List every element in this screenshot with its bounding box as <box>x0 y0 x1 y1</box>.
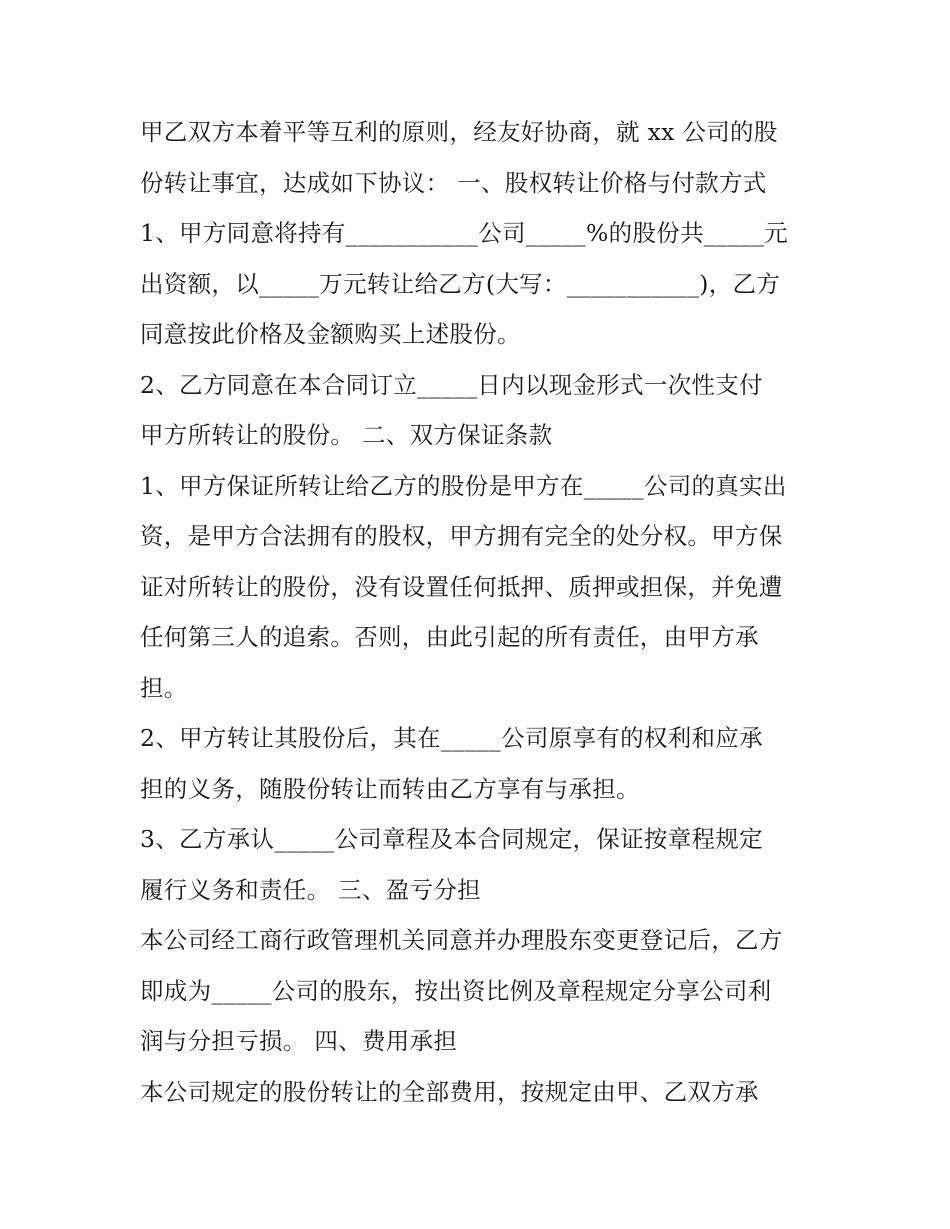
text-line: 1、甲方同意将持有___________公司_____%的股份共_____元 <box>140 219 788 247</box>
text-line: 份转让事宜，达成如下协议： 一、股权转让价格与付款方式 <box>140 168 767 197</box>
text-line: 担。 <box>140 673 188 702</box>
text-line: 1、甲方保证所转让给乙方的股份是甲方在_____公司的真实出 <box>140 471 787 500</box>
text-line: 出资额，以_____万元转让给乙方(大写：___________)，乙方 <box>140 269 781 298</box>
text-line: 润与分担亏损。 四、费用承担 <box>140 1027 458 1055</box>
text-line: 2、甲方转让其股份后，其在_____公司原享有的权利和应承 <box>140 724 763 752</box>
text-line: 同意按此价格及金额购买上述股份。 <box>140 320 521 348</box>
text-line: 资，是甲方合法拥有的股权，甲方拥有完全的处分权。甲方保 <box>140 522 783 550</box>
text-line: 本公司经工商行政管理机关同意并办理股东变更登记后，乙方 <box>140 926 783 954</box>
text-line: 甲方所转让的股份。 二、双方保证条款 <box>140 421 553 449</box>
contract-body <box>140 107 830 1117</box>
text-line: 甲乙双方本着平等互利的原则，经友好协商，就 xx 公司的股 <box>140 118 778 146</box>
text-line: 2、乙方同意在本合同订立_____日内以现金形式一次性支付 <box>140 370 763 399</box>
text-line: 即成为_____公司的股东，按出资比例及章程规定分享公司利 <box>140 976 772 1005</box>
text-line: 任何第三人的追索。否则，由此引起的所有责任，由甲方承 <box>140 623 759 651</box>
text-line: 3、乙方承认_____公司章程及本合同规定，保证按章程规定 <box>140 825 763 853</box>
text-line: 本公司规定的股份转让的全部费用，按规定由甲、乙双方承 <box>140 1077 759 1106</box>
text-line: 担的义务，随股份转让而转由乙方享有与承担。 <box>140 774 640 803</box>
text-line: 履行义务和责任。 三、盈亏分担 <box>140 875 481 904</box>
text-line: 证对所转让的股份，没有设置任何抵押、质押或担保，并免遭 <box>140 572 783 601</box>
